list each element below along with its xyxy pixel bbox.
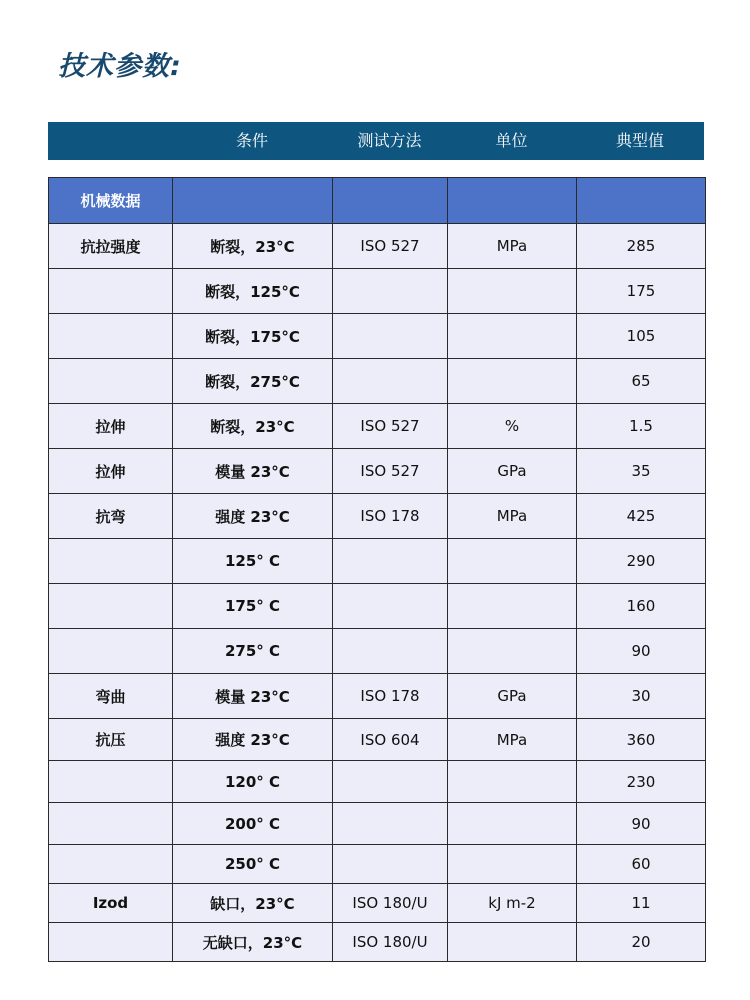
row-unit-cell [448,269,577,314]
row-unit-cell [448,539,577,584]
row-unit-cell: MPa [448,224,577,269]
row-condition-cell: 强度 23°C [173,494,333,539]
row-name-cell: 抗弯 [49,494,173,539]
page-title: 技术参数: [58,51,182,82]
row-condition-cell: 175° C [173,584,333,629]
row-name-cell: 抗压 [49,719,173,761]
spec-table [48,177,706,962]
row-value-cell: 360 [577,719,706,761]
row-name-cell [49,803,173,845]
row-name-cell: 弯曲 [49,674,173,719]
row-condition-cell: 120° C [173,761,333,803]
row-unit-cell [448,629,577,674]
row-condition-cell: 模量 23°C [173,449,333,494]
spec-table-body [49,178,706,962]
row-condition-cell: 断裂，23°C [173,224,333,269]
header-method: 测试方法 [357,131,422,150]
table-row [49,629,706,674]
table-row [49,404,706,449]
row-name-cell [49,584,173,629]
section-label: 机械数据 [49,178,173,224]
row-condition-cell: 断裂，23°C [173,404,333,449]
row-unit-cell: GPa [448,449,577,494]
row-condition-cell: 275° C [173,629,333,674]
row-name-cell [49,539,173,584]
table-row [49,269,706,314]
row-value-cell: 60 [577,845,706,884]
section-cell [173,178,333,224]
row-name-cell: 拉伸 [49,449,173,494]
row-unit-cell [448,761,577,803]
row-method-cell: ISO 527 [333,404,448,449]
row-method-cell [333,761,448,803]
table-row [49,845,706,884]
row-value-cell: 230 [577,761,706,803]
row-method-cell: ISO 527 [333,224,448,269]
row-unit-cell [448,923,577,962]
header-condition: 条件 [235,131,268,150]
row-value-cell: 65 [577,359,706,404]
row-unit-cell [448,803,577,845]
header-unit: 单位 [495,131,528,150]
row-method-cell [333,845,448,884]
row-unit-cell: GPa [448,674,577,719]
table-row [49,719,706,761]
row-name-cell [49,269,173,314]
row-value-cell: 175 [577,269,706,314]
row-value-cell: 160 [577,584,706,629]
row-condition-cell: 断裂，125°C [173,269,333,314]
row-method-cell: ISO 178 [333,674,448,719]
row-name-cell [49,314,173,359]
table-row [49,884,706,923]
table-row [49,584,706,629]
row-value-cell: 290 [577,539,706,584]
row-value-cell: 11 [577,884,706,923]
row-value-cell: 30 [577,674,706,719]
row-value-cell: 425 [577,494,706,539]
row-unit-cell: MPa [448,494,577,539]
table-row [49,761,706,803]
row-method-cell [333,629,448,674]
row-condition-cell: 缺口，23°C [173,884,333,923]
row-method-cell: ISO 180/U [333,884,448,923]
row-condition-cell: 断裂，275°C [173,359,333,404]
row-method-cell [333,803,448,845]
section-cell [448,178,577,224]
row-condition-cell: 断裂，175°C [173,314,333,359]
table-row [49,224,706,269]
row-method-cell: ISO 180/U [333,923,448,962]
row-unit-cell: MPa [448,719,577,761]
row-unit-cell: % [448,404,577,449]
row-condition-cell: 模量 23°C [173,674,333,719]
table-row [49,314,706,359]
section-row [49,178,706,224]
row-condition-cell: 强度 23°C [173,719,333,761]
header-value: 典型值 [615,131,664,150]
row-unit-cell [448,584,577,629]
table-row [49,539,706,584]
row-condition-cell: 200° C [173,803,333,845]
row-method-cell: ISO 604 [333,719,448,761]
row-name-cell: 抗拉强度 [49,224,173,269]
row-value-cell: 285 [577,224,706,269]
table-header-bar [48,122,704,160]
row-name-cell [49,629,173,674]
row-method-cell [333,584,448,629]
row-condition-cell: 125° C [173,539,333,584]
section-cell [333,178,448,224]
table-row [49,494,706,539]
row-name-cell [49,359,173,404]
row-name-cell [49,845,173,884]
row-method-cell [333,269,448,314]
row-name-cell: 拉伸 [49,404,173,449]
row-value-cell: 90 [577,629,706,674]
row-unit-cell [448,845,577,884]
row-condition-cell: 无缺口，23°C [173,923,333,962]
row-condition-cell: 250° C [173,845,333,884]
table-row [49,923,706,962]
row-unit-cell [448,359,577,404]
section-cell [577,178,706,224]
row-method-cell [333,359,448,404]
table-row [49,449,706,494]
row-unit-cell [448,314,577,359]
table-row [49,359,706,404]
row-name-cell [49,923,173,962]
row-name-cell: Izod [49,884,173,923]
row-method-cell: ISO 178 [333,494,448,539]
row-value-cell: 35 [577,449,706,494]
row-name-cell [49,761,173,803]
row-value-cell: 105 [577,314,706,359]
row-method-cell [333,314,448,359]
table-row [49,803,706,845]
table-row [49,674,706,719]
row-value-cell: 90 [577,803,706,845]
row-unit-cell: kJ m-2 [448,884,577,923]
row-value-cell: 1.5 [577,404,706,449]
row-value-cell: 20 [577,923,706,962]
row-method-cell [333,539,448,584]
row-method-cell: ISO 527 [333,449,448,494]
